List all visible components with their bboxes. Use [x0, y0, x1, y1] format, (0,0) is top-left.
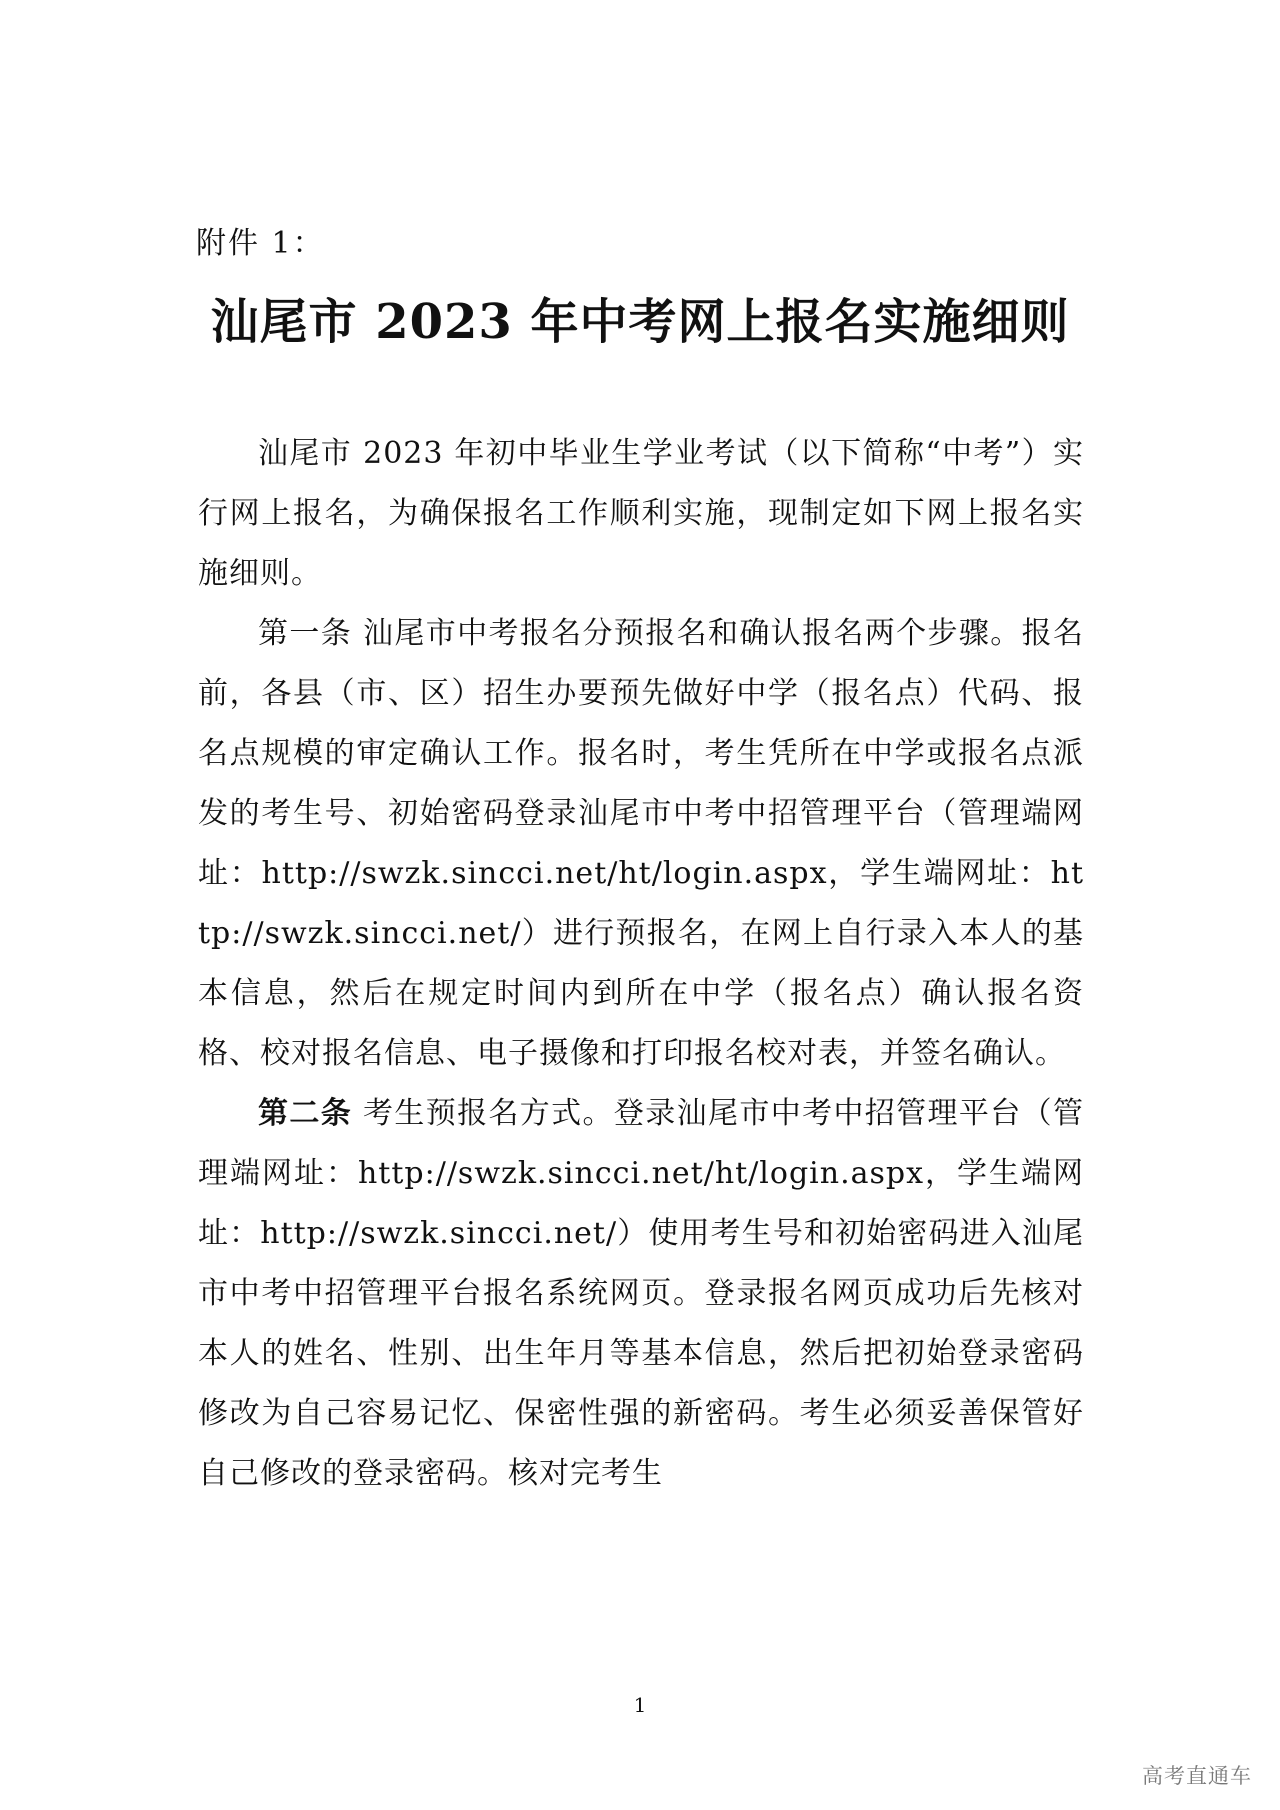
attachment-label: 附件 1： — [196, 226, 325, 261]
intro-paragraph — [198, 424, 1084, 604]
document-title: 汕尾市 2023 年中考网上报名实施细则 — [210, 294, 1070, 350]
page-number: 1 — [633, 1693, 647, 1717]
article-2-paragraph — [198, 1084, 1084, 1504]
paragraph-text: 汕尾市中考报名分预报名和确认报名两个步骤。报名前，各县（市、区）招生办要预先做好中学（报名点）代码、报名点规模的审定确认工作。报名时，考生凭所在中学或报名点派发的考生号、初始密码登录汕尾市中考中招管理平台（管理端网址：http://swzk.sincci.net/ht/login.aspx，学生端网址：http://swzk.sincci.net/）进行预报名，在网上自行录入本人的基本信息，然后在规定时间内到所在中学（报名点）确认报名资格、校对报名信息、电子摄像和打印报名校对表，并签名确认。 — [198, 616, 1084, 1071]
paragraph-text: 考生预报名方式。登录汕尾市中考中招管理平台（管理端网址：http://swzk.sincci.net/ht/login.aspx，学生端网址：http://swzk.sincci.net/）使用考生号和初始密码进入汕尾市中考中招管理平台报名系统网页。登录报名网页成功后先核对本人的姓名、性别、出生年月等基本信息，然后把初始登录密码修改为自己容易记忆、保密性强的新密码。考生必须妥善保管好自己修改的登录密码。核对完考生 — [198, 1096, 1084, 1491]
site-watermark: 高考直通车 — [1142, 1764, 1252, 1788]
article-1-heading: 第一条 — [258, 616, 353, 651]
document-body — [198, 424, 1084, 1504]
article-2-heading: 第二条 — [258, 1096, 353, 1131]
article-1-paragraph — [198, 604, 1084, 1084]
paragraph-text: 汕尾市 2023 年初中毕业生学业考试（以下简称“中考”）实行网上报名，为确保报名工作顺利实施，现制定如下网上报名实施细则。 — [198, 436, 1084, 591]
